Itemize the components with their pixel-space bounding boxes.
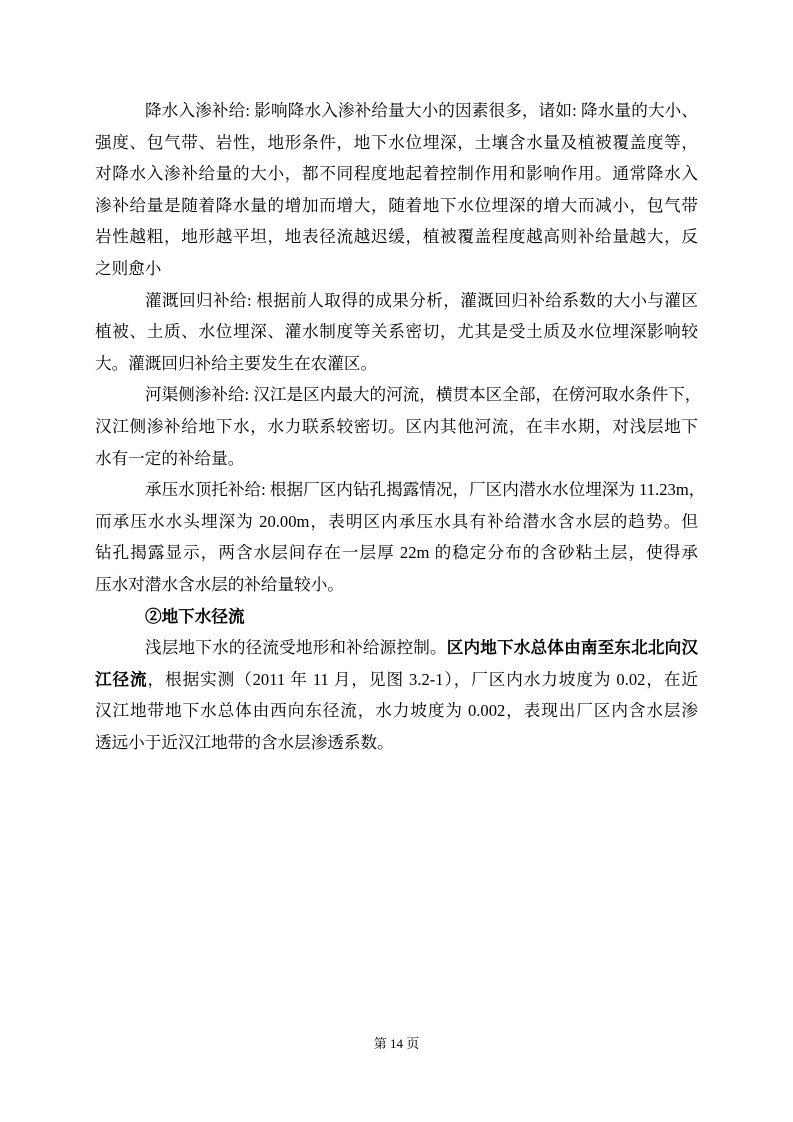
text-line bbox=[95, 443, 698, 475]
text-segment: 承压水顶托补给: 根据厂区内钻孔揭露情况，厂区内潜水水位埋深为 11.23m， bbox=[145, 480, 706, 500]
text-segment: 岩性越粗，地形越平坦，地表径流越迟缓，植被覆盖程度越高则补给量越大，反 bbox=[95, 227, 698, 247]
text-segment: 植被、土质、水位埋深、灌水制度等关系密切，尤其是受土质及水位埋深影响较 bbox=[95, 322, 698, 342]
text-line bbox=[95, 316, 698, 348]
para-rainfall-infiltration-recharge bbox=[95, 95, 698, 285]
text-segment: 压水对潜水含水层的补给量较小。 bbox=[95, 574, 344, 594]
text-segment: 水有一定的补给量。 bbox=[95, 448, 245, 468]
text-segment: 大。灌溉回归补给主要发生在农灌区。 bbox=[95, 353, 378, 373]
text-line bbox=[95, 285, 698, 317]
page-number: 第 14 页 bbox=[373, 1036, 420, 1051]
text-segment: 对降水入渗补给量的大小，都不同程度地起着控制作用和影响作用。通常降水入 bbox=[95, 164, 698, 184]
text-line bbox=[95, 190, 698, 222]
text-line bbox=[95, 695, 698, 727]
text-line bbox=[95, 379, 702, 411]
text-segment: 而承压水水头埋深为 20.00m，表明区内承压水具有补给潜水含水层的趋势。但 bbox=[95, 511, 698, 531]
text-line bbox=[95, 221, 698, 253]
text-line bbox=[95, 664, 698, 696]
text-line bbox=[95, 127, 698, 159]
text-line bbox=[95, 632, 698, 664]
text-line bbox=[95, 474, 706, 506]
text-line bbox=[95, 506, 698, 538]
text-line bbox=[95, 253, 698, 285]
text-segment: 汉江地带地下水总体由西向东径流，水力坡度为 0.002，表现出厂区内含水层渗 bbox=[95, 701, 698, 721]
bold-text-segment: ②地下水径流 bbox=[145, 606, 245, 626]
text-segment: 透远小于近汉江地带的含水层渗透系数。 bbox=[95, 732, 394, 752]
page-footer bbox=[0, 1034, 793, 1053]
text-line bbox=[95, 95, 698, 127]
text-segment: ，根据实测（2011 年 11 月，见图 3.2-1），厂区内水力坡度为 0.02，在近 bbox=[147, 669, 698, 689]
text-line bbox=[95, 411, 698, 443]
text-segment: 浅层地下水的径流受地形和补给源控制。 bbox=[145, 638, 447, 658]
text-line bbox=[95, 727, 698, 759]
text-segment: 渗补给量是随着降水量的增加而增大，随着地下水位埋深的增大而减小，包气带 bbox=[95, 195, 698, 215]
text-line bbox=[95, 537, 698, 569]
text-segment: 之则愈小 bbox=[95, 258, 162, 278]
text-segment: 灌溉回归补给: 根据前人取得的成果分析，灌溉回归补给系数的大小与灌区 bbox=[145, 290, 698, 310]
document-body bbox=[95, 95, 706, 758]
text-segment: 降水入渗补给: 影响降水入渗补给量大小的因素很多，诸如: 降水量的大小、 bbox=[145, 101, 698, 120]
text-line bbox=[95, 158, 698, 190]
para-shallow-groundwater-runoff bbox=[95, 632, 698, 758]
bold-text-segment: 区内地下水总体由南至东北北向汉 bbox=[446, 638, 699, 658]
text-segment: 钻孔揭露显示，两含水层间存在一层厚 22m 的稳定分布的含砂粘土层，使得承 bbox=[95, 543, 698, 563]
text-line bbox=[95, 601, 698, 633]
para-confined-water-upward-recharge bbox=[95, 474, 706, 600]
text-line bbox=[95, 569, 698, 601]
text-segment: 汉江侧渗补给地下水，水力联系较密切。区内其他河流，在丰水期，对浅层地下 bbox=[95, 416, 698, 436]
text-segment: 强度、包气带、岩性，地形条件，地下水位埋深，土壤含水量及植被覆盖度等， bbox=[95, 132, 698, 152]
para-river-lateral-seepage-recharge bbox=[95, 379, 702, 474]
para-irrigation-return-recharge bbox=[95, 285, 698, 380]
text-segment: 河渠侧渗补给: 汉江是区内最大的河流，横贯本区全部，在傍河取水条件下， bbox=[145, 385, 702, 405]
bold-text-segment: 江径流 bbox=[95, 669, 148, 689]
text-line bbox=[95, 348, 698, 380]
heading-groundwater-runoff bbox=[95, 601, 698, 633]
